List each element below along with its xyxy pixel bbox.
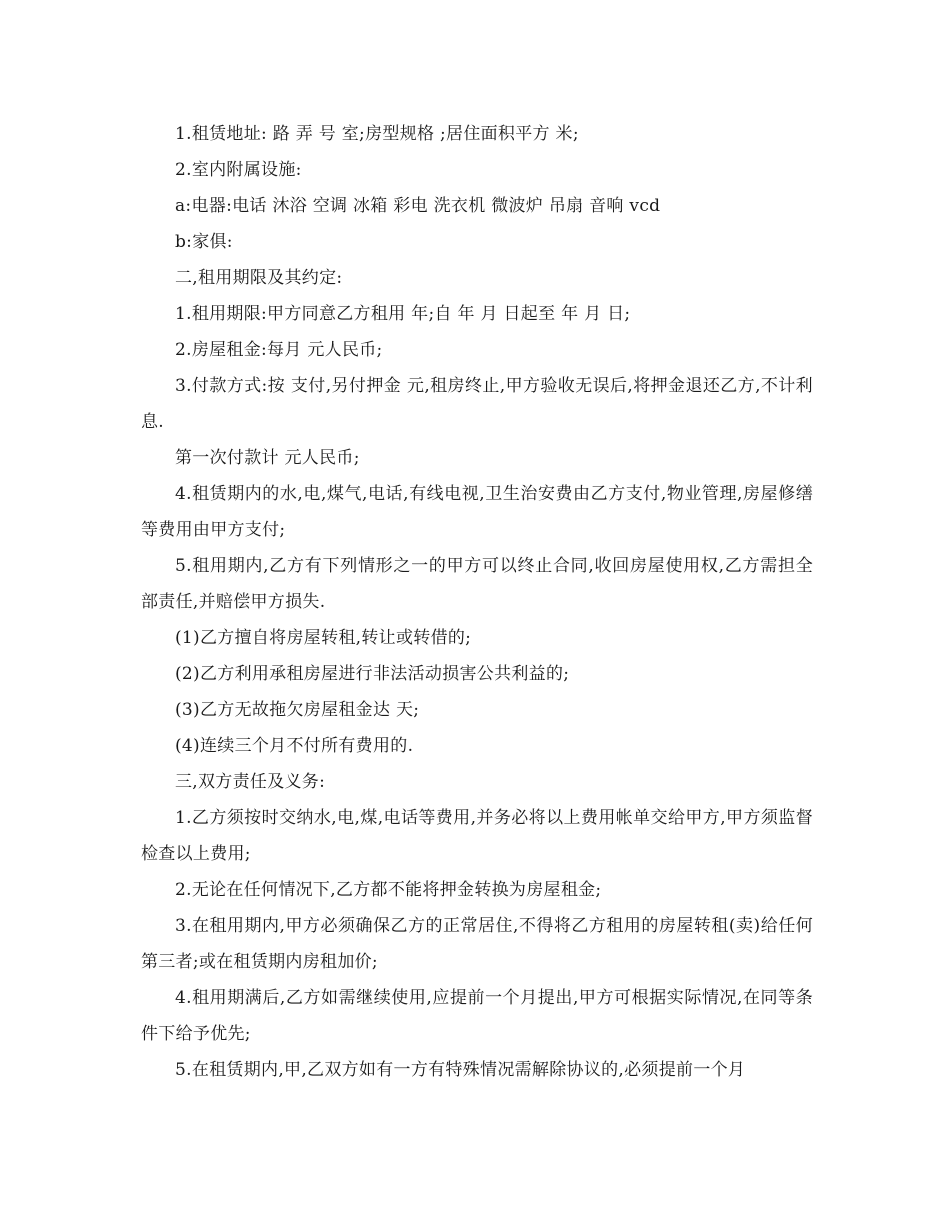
paragraph-address: 1.租赁地址: 路 弄 号 室;房型规格 ;居住面积平方 米; [175, 124, 579, 144]
paragraph-termination: 5.租用期内,乙方有下列情形之一的甲方可以终止合同,收回房屋使用权,乙方需担全部责任,并赔偿甲方损失. [141, 556, 813, 612]
list-item-termination-1: (1)乙方擅自将房屋转租,转让或转借的; [175, 628, 472, 648]
paragraph-appliances: a:电器:电话 沐浴 空调 冰箱 彩电 洗衣机 微波炉 吊扇 音响 vcd [175, 196, 661, 216]
paragraph-responsibility-4: 4.租用期满后,乙方如需继续使用,应提前一个月提出,甲方可根据实际情况,在同等条件下给予优先; [141, 988, 813, 1044]
document-body [141, 116, 813, 1088]
paragraph-responsibility-2: 2.无论在任何情况下,乙方都不能将押金转换为房屋租金; [175, 880, 602, 900]
section-heading-term: 二,租用期限及其约定: [175, 268, 343, 288]
paragraph-utilities: 4.租赁期内的水,电,煤气,电话,有线电视,卫生治安费由乙方支付,物业管理,房屋修缮等费用由甲方支付; [141, 484, 813, 540]
list-item-termination-2: (2)乙方利用承租房屋进行非法活动损害公共利益的; [175, 664, 570, 684]
paragraph-responsibility-3: 3.在租用期内,甲方必须确保乙方的正常居住,不得将乙方租用的房屋转租(卖)给任何第三者;或在租赁期内房租加价; [141, 916, 813, 972]
section-heading-responsibilities: 三,双方责任及义务: [175, 772, 326, 792]
paragraph-rent: 2.房屋租金:每月 元人民币; [175, 340, 383, 360]
paragraph-facilities: 2.室内附属设施: [175, 160, 302, 180]
paragraph-furniture: b:家俱: [175, 232, 233, 252]
list-item-termination-3: (3)乙方无故拖欠房屋租金达 天; [175, 700, 420, 720]
paragraph-first-payment: 第一次付款计 元人民币; [175, 448, 360, 468]
paragraph-payment-method: 3.付款方式:按 支付,另付押金 元,租房终止,甲方验收无误后,将押金退还乙方,不计利息. [141, 376, 813, 432]
paragraph-responsibility-1: 1.乙方须按时交纳水,电,煤,电话等费用,并务必将以上费用帐单交给甲方,甲方须监督检查以上费用; [141, 808, 813, 864]
list-item-termination-4: (4)连续三个月不付所有费用的. [175, 736, 414, 756]
paragraph-lease-term: 1.租用期限:甲方同意乙方租用 年;自 年 月 日起至 年 月 日; [175, 304, 631, 324]
paragraph-responsibility-5: 5.在租赁期内,甲,乙双方如有一方有特殊情况需解除协议的,必须提前一个月 [175, 1060, 746, 1080]
